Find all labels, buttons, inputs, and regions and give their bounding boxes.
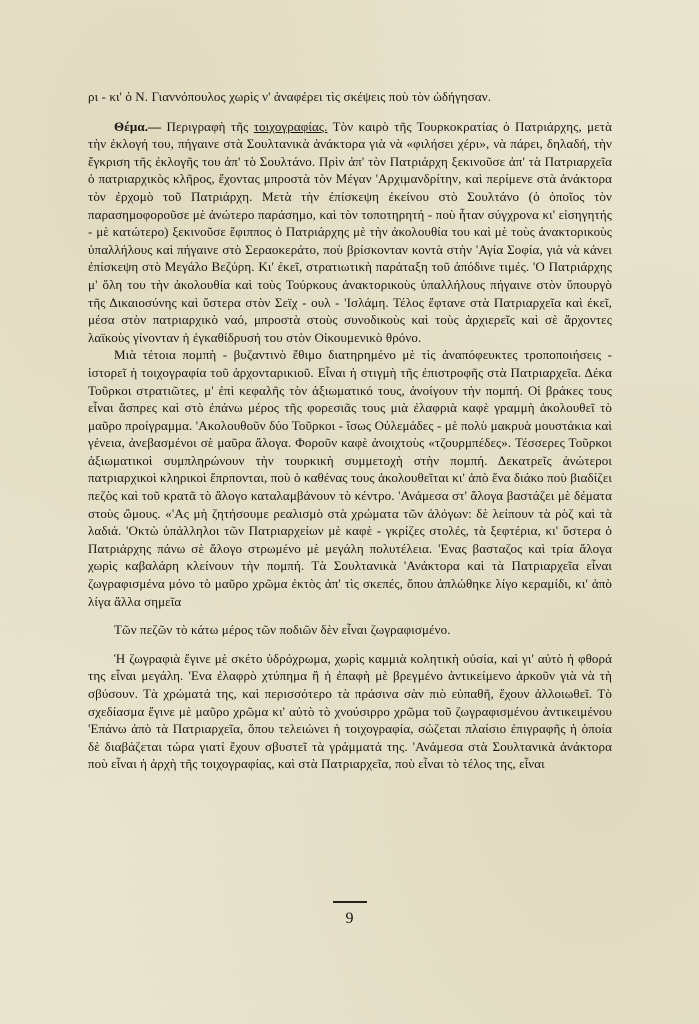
theme-paragraph [88, 118, 612, 347]
theme-heading-subtitle: Περιγραφὴ τῆς [161, 118, 254, 134]
footer-divider [333, 901, 367, 903]
paragraph-2: Μιὰ τέτοια πομπὴ - βυζαντινὸ ἔθιμο διατηρημένο μὲ τὶς ἀναπόφευκτες τροποποιήσεις - ἱστορεῖ ἡ τοιχογραφία τοῦ ἀρχονταρικιοῦ. Εἶναι ἡ στιγμὴ τῆς ἐπιστροφῆς στὰ Πατριαρχεῖα. Δέκα Τοῦρκοι στρατιῶτες, μ' ἐπὶ κεφαλῆς τὸν ἀξιωματικό τους, ἀνοίγουν τὴν πομπή. Οἱ βράκες τους εἶναι ἄσπρες καὶ στὸ ἐπάνω μέρος τῆς φορεσιᾶς τους μιὰ ἐλαφριὰ καφὲ γραμμὴ ἀκολουθεῖ τὸ μαῦρο προίγραμμα. 'Ακολουθοῦν δύο Τοῦρκοι - ἴσως Οὐλεμάδες - μὲ πολὺ μακρυὰ μουστάκια καὶ γένεια, ἀνεβασμένοι σὲ μαῦρα ἄλογα. Φοροῦν καφὲ ἀνοιχτοὺς «τζουρμπέδες». Τέσσερες Τοῦρκοι ἀξιωματικοὶ συμπληρώνουν τὴν τουρκικὴ συμμετοχὴ στὴν πομπή. Δεκατρεῖς ἀνώτεροι πατριαρχικοὶ κληρικοὶ ἕπρπονται, ποὺ ὁ καθένας τους ἀκολουθεῖται κι' ἀπὸ ἕνα διάκο ποὺ βιαδίζει πεζὸς καὶ τοῦ κρατᾶ τὸ ἄλογο καταλαμβάνουν τὸ κέντρο. 'Ανάμεσα στ' ἄλογα βαστάζει μὲ δέματα στοὺς ὤμους. «'Ας μὴ ζητήσουμε ρεαλισμὸ στὰ χρώματα τῶν ἀλόγων: δὲ λείπουν τὰ ρὸζ καὶ τὰ λαδιά. 'Οκτὼ ὑπάλληλοι τῶν Πατριαρχείων μὲ καφὲ - γκρίζες στολές, τὰ ξεφτέρια, κι' ὕστερα ὁ Πατριάρχης πάνω σὲ ἄλογο στρωμένο μὲ μεγάλη πολυτέλεια. 'Ενας βασταζος καὶ τρία ἄλογα χωρὶς καβαλάρη κλείνουν τὴν πομπή. Τὰ Σουλτανικὰ 'Ανάκτορα καὶ τὰ Πατριαρχεῖα εἶναι ζωγραφισμένα μόνο τὸ μαῦρο χρῶμα ἐκτὸς ἀπ' τὶς σκεπές, ὅπου ἁπλώθηκε λίγο κεραμίδι, κι' ἀπὸ λίγα ἄλλα σημεῖα [88, 347, 612, 609]
page-footer [0, 901, 699, 928]
continuation-line: ρι - κι' ὁ Ν. Γιαννόπουλος χωρὶς ν' ἀναφέρει τὶς σκέψεις ποὺ τὸν ὡδήγησαν. [88, 89, 492, 104]
theme-heading-label: Θέμα.— [114, 118, 162, 134]
paragraph-1-text: Τὸν καιρὸ τῆς Τουρκοκρατίας ὁ Πατριάρχης, μετὰ τὴν ἐκλογή του, πήγαινε στὰ Σουλτανικὰ ἀνάκτορα γιὰ νὰ «φιλήσει χέρι», νὰ πάρει, δηλαδή, τὴν ἔγκριση τῆς ἐκλογῆς του ἀπ' τὸ Σουλτάνο. Πρὶν ἀπ' τὸν Πατριάρχη ξεκινοῦσε ἀπ' τὰ Πατριαρχεῖα ὁ πατριαρχικὸς κλῆρος, ἔχοντας μπροστὰ τὸν Μέγαν 'Αρχιμανδρίτην, καὶ περίμενε στὰ ἀνάκτορα τὸν ἐρχομὸ τοῦ Πατριάρχη. Μετὰ τὴν ἐπίσκεψη ἐκείνου στὸ Σουλτάνο (ὁ ὁποῖος τὸν παρασημοφοροῦσε μὲ ἀνώτερο παράσημο, καὶ τὸν τοποτηρητή - ποὺ ἦταν σύγχρονα κι' εἰσηγητής - μὲ κατώτερο) ξεκινοῦσε ἔφιππος ὁ Πατριάρχης μὲ τὴν ἀκολουθία του καὶ μὲ τοὺς ἀνακτορικοὺς ὑπαλλήλους καὶ πήγαινε στὸ Σεραοκεράτο, ποὺ βρίσκονταν κοντὰ στὴν 'Αγία Σοφία, γιὰ νὰ κάνει ἐπίσκεψη στὸ Μεγάλο Βεζύρη. Κι' ἐκεῖ, στρατιωτικὴ παράταξη τοῦ ἀπόδινε τιμές. 'Ο Πατριάρχης μ' ὅλη του τὴν ἀκολουθία καὶ τοὺς Τούρκους ἀνακτορικοὺς ὑπαλλήλους πήγαινε στὸν ὕπουργὸ τῆς Δικαιοσύνης καὶ ὕστερα στὸν Σεϊχ - ουλ - 'Ισλάμη. Τέλος ἔφτανε στὰ Πατριαρχεῖα καὶ ἐκεῖ, μέσα στὸν πατριαρχικὸ ναό, μπροστὰ στοὺς συνοδικοὺς καὶ τοὺς ἀρχιερεῖς καὶ σὲ ἄρχοντες λαϊκοὺς γίνονταν ἡ ἐγκαθίδρυσή του στὸν Οἰκουμενικὸ θρόνο. [88, 118, 612, 345]
paragraph-4: Ἡ ζωγραφιὰ ἔγινε μὲ σκέτο ὑδρόχρωμα, χωρὶς καμμιὰ κολητικὴ οὐσία, καὶ γι' αὐτὸ ἡ φθορά της εἶναι μεγάλη. 'Ενα ἐλαφρὸ χτύπημα ἢ ἡ ἐπαφὴ μὲ βρεγμένο ἀντικείμενο ἀρκοῦν γιὰ νὰ τὴ σβύσουν. Τὰ χρώματά της, καὶ περισσότερο τὰ πράσινα σὰν πιὸ εὐπαθῆ, ἔχουν ἀλλοιωθεῖ. Τὸ σχεδίασμα ἔγινε μὲ μαῦρο χρῶμα κι' αὐτὸ τὸ χνούσιρρο χρῶμα τοῦ ζωγραφισμένου ἀντικειμένου 'Επάνω ἀπὸ τὰ Πατριαρχεῖα, ὅπου τελειώνει ἡ τοιχογραφία, σώζεται πλαίσιο ἐπιγραφῆς ἡ ὁποία δὲ διαβάζεται τώρα γιατί ἔχουν σβυστεῖ τὰ γράμματά της. 'Ανάμεσα στὰ Σουλτανικὰ ἀνάκτορα ποὺ εἶναι ἡ ἀρχὴ τῆς τοιχογραφίας, καὶ στὰ Πατριαρχεῖα, ποὺ εἶναι τὸ τέλος της, εἶναι [88, 650, 612, 772]
paragraph-3: Τῶν πεζῶν τὸ κάτω μέρος τῶν ποδιῶν δὲν εἶναι ζωγραφισμένο. [114, 622, 451, 638]
page-text-body [88, 88, 612, 773]
theme-heading-underlined: τοιχογραφίας. [253, 118, 328, 134]
page-number: 9 [345, 910, 354, 927]
